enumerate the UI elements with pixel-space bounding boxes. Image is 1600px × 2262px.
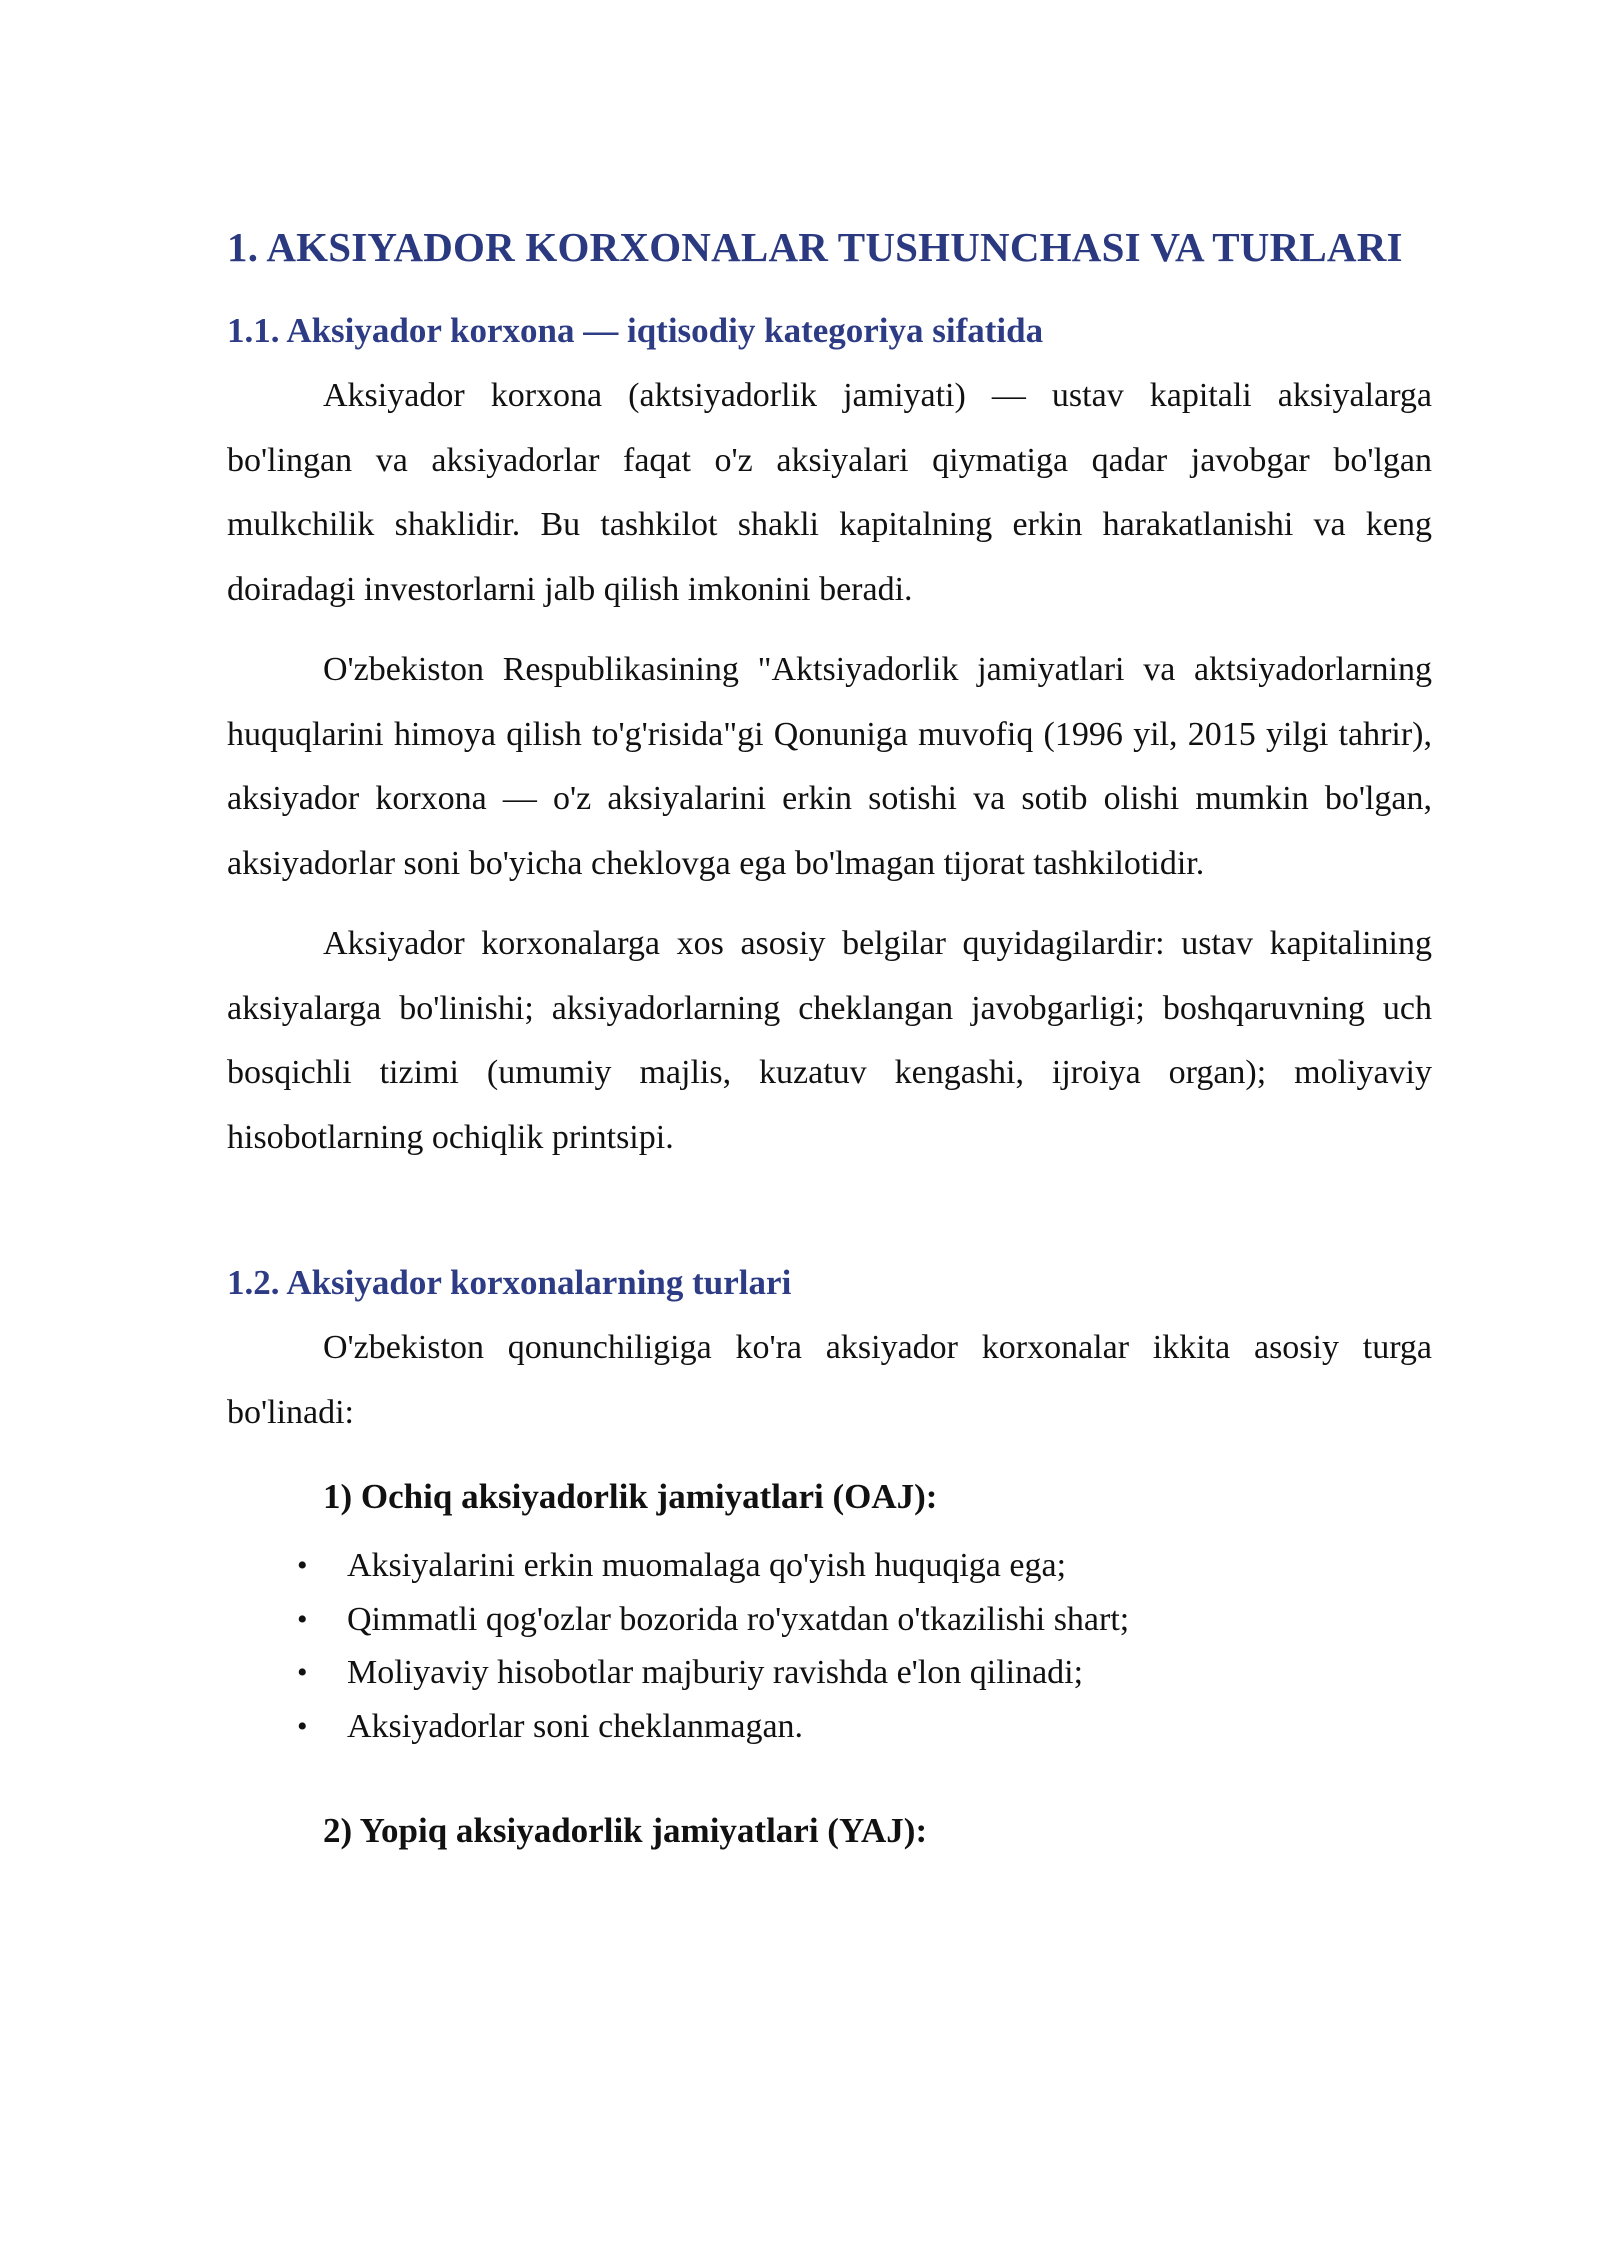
chapter-title: 1. AKSIYADOR KORXONALAR TUSHUNCHASI VA TURLARI xyxy=(227,224,1403,270)
list-item xyxy=(227,1646,1432,1700)
section-heading-1-2: 1.2. Aksiyador korxonalarning turlari xyxy=(227,1263,792,1302)
list-item-text: Qimmatli qog'ozlar bozorida ro'yxatdan o'tkazilishi shart; xyxy=(347,1600,1130,1638)
list-item xyxy=(227,1539,1432,1593)
paragraph-types-intro: O'zbekiston qonunchiligiga ko'ra aksiyador korxonalar ikkita asosiy turga bo'linadi: xyxy=(227,1329,1432,1431)
oaj-feature-list xyxy=(227,1539,1432,1753)
page-content xyxy=(227,222,1432,1853)
subheading-yaj: 2) Yopiq aksiyadorlik jamiyatlari (YAJ): xyxy=(323,1811,928,1850)
paragraph-key-features: Aksiyador korxonalarga xos asosiy belgilar quyidagilardir: ustav kapitalining aksiyalarga bo'linishi; aksiyadorlarning cheklangan javobgarligi; boshqaruvning uch bosqichli tizimi (umumiy majlis, kuzatuv kengashi, ijroiya organ); moliyaviy hisobotlarning ochiqlik printsipi. xyxy=(227,925,1432,1156)
bullet-icon: • xyxy=(297,1549,308,1582)
bullet-icon: • xyxy=(297,1709,308,1743)
list-item-text: Moliyaviy hisobotlar majburiy ravishda e'lon qilinadi; xyxy=(347,1654,1084,1691)
bullet-icon: • xyxy=(297,1602,308,1636)
list-item-text: Aksiyadorlar soni cheklanmagan. xyxy=(347,1707,804,1745)
bullet-icon: • xyxy=(297,1656,308,1689)
paragraph-definition: Aksiyador korxona (aktsiyadorlik jamiyati) — ustav kapitali aksiyalarga bo'lingan va aksiyadorlar faqat o'z aksiyalari qiymatiga qadar javobgar bo'lgan mulkchilik shaklidir. Bu tashkilot shakli kapitalning erkin harakatlanishi va keng doiradagi investorlarni jalb qilish imkonini beradi. xyxy=(227,377,1432,608)
list-item-text: Aksiyalarini erkin muomalaga qo'yish huquqiga ega; xyxy=(347,1547,1067,1584)
list-item xyxy=(227,1700,1432,1754)
section-heading-1-1: 1.1. Aksiyador korxona — iqtisodiy kategoriya sifatida xyxy=(227,311,1044,350)
subheading-oaj: 1) Ochiq aksiyadorlik jamiyatlari (OAJ): xyxy=(323,1477,938,1516)
list-item xyxy=(227,1593,1432,1647)
paragraph-law-reference: O'zbekiston Respublikasining "Aktsiyadorlik jamiyatlari va aktsiyadorlarning huquqlarini himoya qilish to'g'risida"gi Qonuniga muvofiq (1996 yil, 2015 yilgi tahrir), aksiyador korxona — o'z aksiyalarini erkin sotishi va sotib olishi mumkin bo'lgan, aksiyadorlar soni bo'yicha cheklovga ega bo'lmagan tijorat tashkilotidir. xyxy=(227,651,1432,882)
section-spacer xyxy=(227,1170,1432,1262)
